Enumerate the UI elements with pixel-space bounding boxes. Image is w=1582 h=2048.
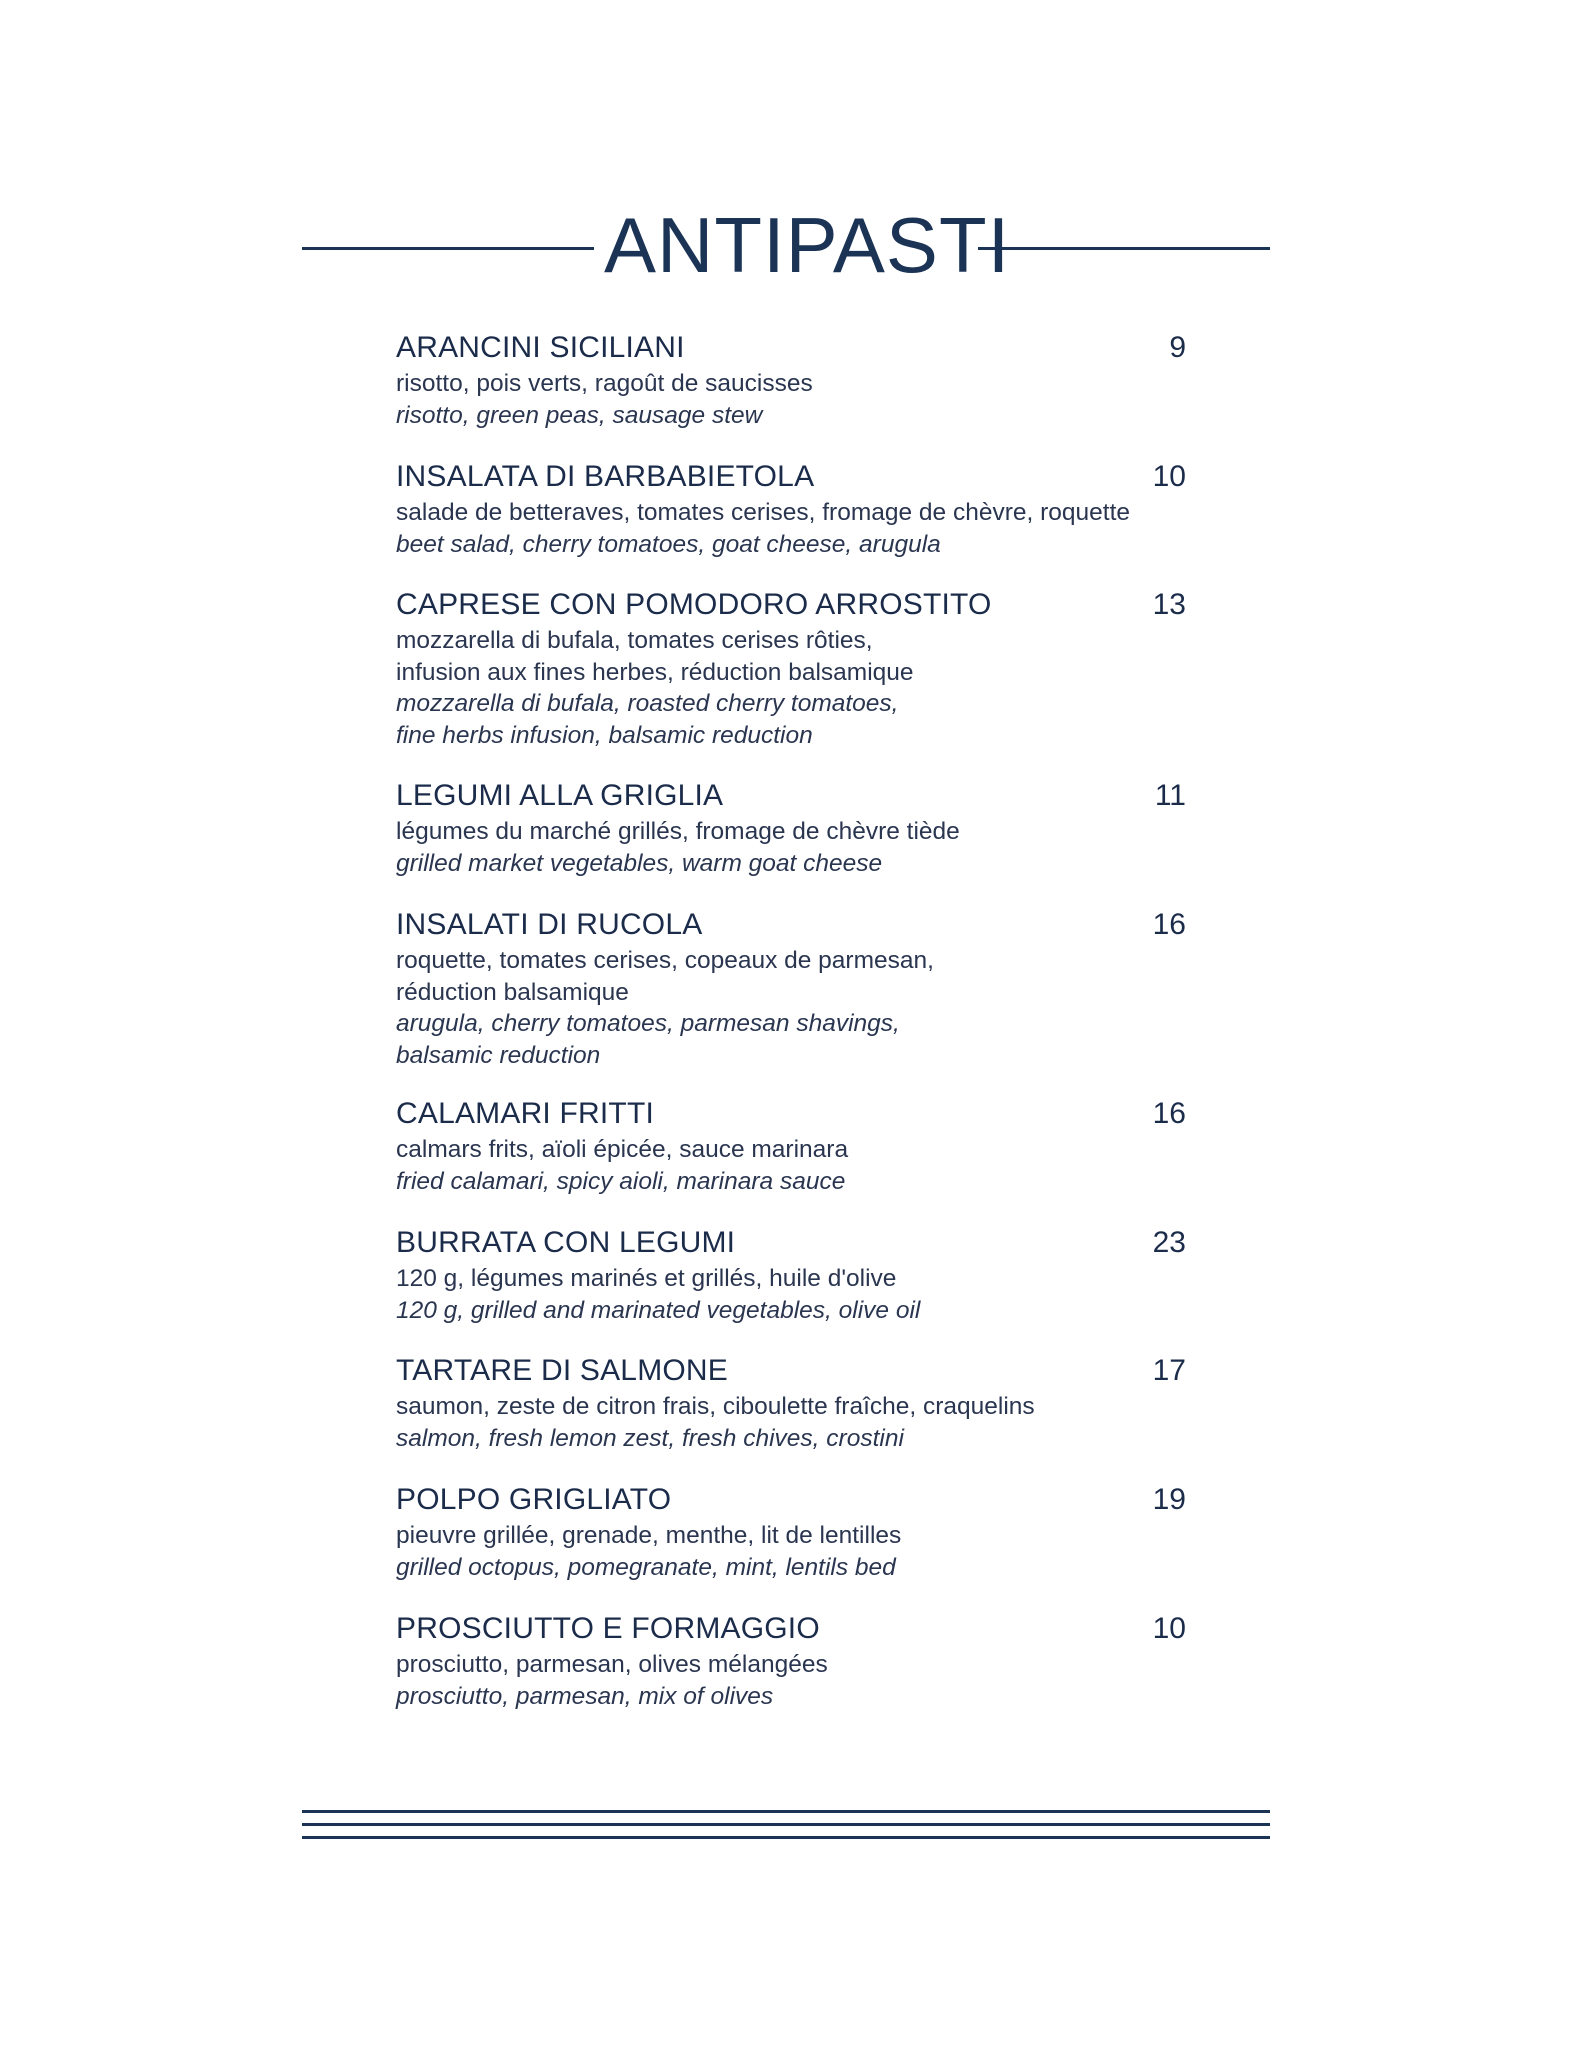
title-rule-right — [978, 247, 1270, 250]
menu-item — [396, 1609, 1186, 1712]
menu-item-price: 16 — [1152, 908, 1186, 941]
menu-item — [396, 1094, 1186, 1197]
menu-item-description-en: mozzarella di bufala, roasted cherry tomatoes, — [396, 690, 899, 717]
menu-item-header — [396, 1351, 1186, 1391]
menu-item-description-fr: mozzarella di bufala, tomates cerises rôties, — [396, 627, 873, 654]
menu-item-description-fr: prosciutto, parmesan, olives mélangées — [396, 1651, 828, 1678]
menu-item-header — [396, 457, 1186, 497]
menu-item-description-fr: pieuvre grillée, grenade, menthe, lit de lentilles — [396, 1522, 902, 1549]
menu-item-description-fr: calmars frits, aïoli épicée, sauce marinara — [396, 1136, 849, 1163]
menu-item-name: PROSCIUTTO E FORMAGGIO — [396, 1612, 820, 1645]
menu-item-description-en: grilled octopus, pomegranate, mint, lentils bed — [396, 1553, 896, 1581]
menu-item-name: LEGUMI ALLA GRIGLIA — [396, 779, 724, 812]
menu-item-price: 10 — [1152, 1612, 1186, 1645]
menu-item-description-fr: 120 g, légumes marinés et grillés, huile d'olive — [396, 1265, 897, 1292]
menu-item-description-fr: infusion aux fines herbes, réduction balsamique — [396, 658, 914, 686]
menu-item — [396, 1351, 1186, 1454]
menu-item-header — [396, 905, 1186, 945]
menu-item-price: 13 — [1152, 588, 1186, 621]
title-rule-left — [302, 247, 594, 250]
menu-item-header — [396, 328, 1186, 368]
menu-item — [396, 1223, 1186, 1326]
menu-item-price: 11 — [1154, 779, 1186, 812]
menu-item-name: POLPO GRIGLIATO — [396, 1483, 672, 1516]
menu-item-description-fr: salade de betteraves, tomates cerises, fromage de chèvre, roquette — [396, 499, 1131, 526]
menu-item-description-en: salmon, fresh lemon zest, fresh chives, crostini — [396, 1424, 904, 1452]
footer-rule-3 — [302, 1836, 1270, 1839]
menu-item-description-en: risotto, green peas, sausage stew — [396, 401, 763, 429]
menu-item — [396, 457, 1186, 560]
menu-item-name: CALAMARI FRITTI — [396, 1097, 655, 1130]
menu-item — [396, 585, 1186, 751]
menu-item-description-en: 120 g, grilled and marinated vegetables, olive oil — [396, 1296, 921, 1324]
menu-item — [396, 1480, 1186, 1583]
menu-item-description-en: beet salad, cherry tomatoes, goat cheese, arugula — [396, 530, 941, 558]
menu-item-name: INSALATI DI RUCOLA — [396, 908, 703, 941]
menu-item-price: 19 — [1152, 1483, 1186, 1516]
menu-item-name: INSALATA DI BARBABIETOLA — [396, 460, 815, 493]
menu-item — [396, 905, 1186, 1071]
page-title: ANTIPASTI — [604, 201, 1011, 289]
menu-item-description-en: balsamic reduction — [396, 1041, 601, 1069]
menu-item-name: CAPRESE CON POMODORO ARROSTITO — [396, 588, 992, 621]
menu-item-price: 17 — [1152, 1354, 1186, 1387]
menu-item-description-en: fine herbs infusion, balsamic reduction — [396, 721, 813, 749]
menu-item-header — [396, 1223, 1186, 1263]
menu-item-name: ARANCINI SICILIANI — [396, 331, 685, 364]
menu-item-price: 10 — [1152, 460, 1186, 493]
menu-item-description-en: prosciutto, parmesan, mix of olives — [396, 1682, 774, 1710]
menu-item-header — [396, 776, 1186, 816]
menu-item-header — [396, 1609, 1186, 1649]
menu-item-description-fr: légumes du marché grillés, fromage de chèvre tiède — [396, 818, 960, 845]
menu-item-description-fr: roquette, tomates cerises, copeaux de parmesan, — [396, 947, 934, 974]
menu-item-header — [396, 1094, 1186, 1134]
menu-item-name: TARTARE DI SALMONE — [396, 1354, 728, 1387]
footer-rule-2 — [302, 1823, 1270, 1826]
menu-item-description-fr: saumon, zeste de citron frais, ciboulette fraîche, craquelins — [396, 1393, 1035, 1420]
menu-item — [396, 328, 1186, 431]
title-row — [302, 200, 1270, 290]
menu-item-price: 16 — [1152, 1097, 1186, 1130]
menu-item-name: BURRATA CON LEGUMI — [396, 1226, 736, 1259]
menu-item — [396, 776, 1186, 879]
menu-item-description-fr: risotto, pois verts, ragoût de saucisses — [396, 370, 813, 397]
footer-rule-1 — [302, 1810, 1270, 1813]
menu-item-description-en: arugula, cherry tomatoes, parmesan shavings, — [396, 1010, 900, 1037]
menu-item-description-fr: réduction balsamique — [396, 978, 629, 1006]
menu-item-description-en: fried calamari, spicy aioli, marinara sauce — [396, 1167, 846, 1195]
menu-item-header — [396, 585, 1186, 625]
menu-item-price: 23 — [1152, 1226, 1186, 1259]
menu-item-price: 9 — [1169, 331, 1186, 364]
menu-item-header — [396, 1480, 1186, 1520]
menu-item-description-en: grilled market vegetables, warm goat cheese — [396, 849, 883, 877]
